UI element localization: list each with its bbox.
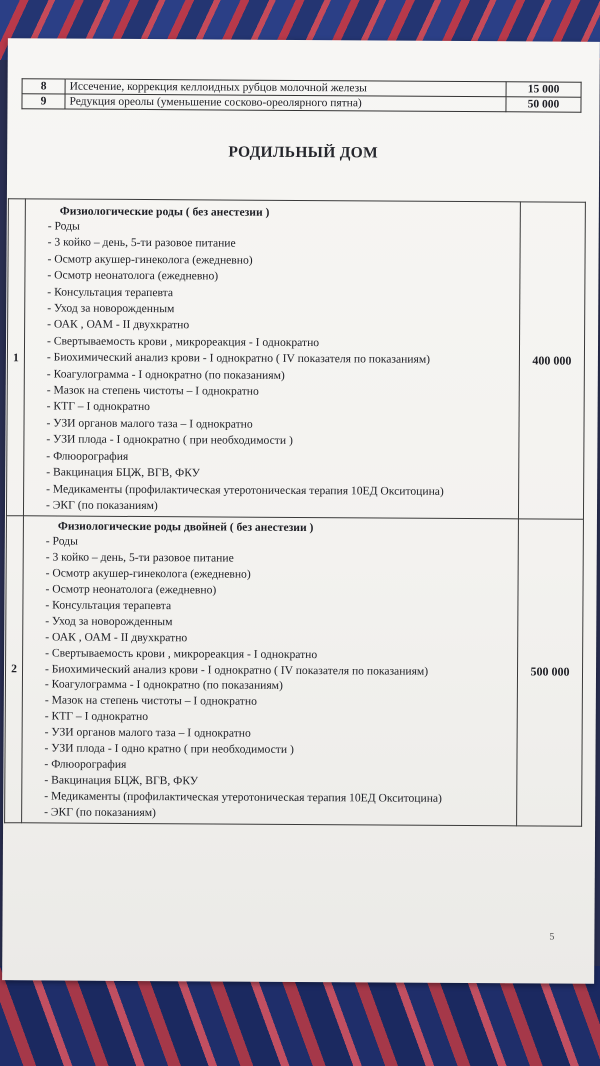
list-item: - УЗИ органов малого таза – I однократно — [44, 725, 251, 740]
list-item: - 3 койко – день, 5-ти разовое питание — [45, 550, 234, 565]
list-item: - Мазок на степень чистоты – I однократно — [44, 693, 257, 709]
list-item: - Свертываемость крови , микрореакция - I однократно — [46, 334, 320, 349]
list-item: - Коагулограмма - I однократно (по показаниям) — [46, 367, 285, 382]
list-item: - Консультация терапевта — [45, 598, 172, 613]
document-page — [2, 38, 600, 984]
package-description — [23, 199, 520, 519]
section-title: РОДИЛЬНЫЙ ДОМ — [228, 143, 379, 162]
list-item: - 3 койко – день, 5-ти разовое питание — [47, 235, 236, 251]
list-item: - ОАК , ОАМ - II двухкратно — [45, 630, 188, 645]
list-item: - Флюорография — [46, 449, 129, 463]
list-item: - Осмотр акушер-гинеколога (ежедневно) — [45, 566, 251, 581]
list-item: - Коагулограмма - I однократно (по показаниям) — [44, 677, 283, 693]
package-price: 400 000 — [518, 202, 585, 520]
list-item: - Мазок на степень чистоты – I однократно — [46, 383, 259, 398]
list-item: - Биохимический анализ крови - I однократно ( IV показателя по показаниям) — [44, 662, 429, 678]
list-item: - Медикаменты (профилактическая утеротоническая терапия 10ЕД Окситоцина) — [44, 789, 442, 805]
list-item: - Медикаменты (профилактическая утеротоническая терапия 10ЕД Окситоцина) — [46, 481, 444, 498]
list-item: - Роды — [47, 219, 80, 233]
list-item: - УЗИ плода - I одно кратно ( при необходимости ) — [44, 741, 294, 757]
list-item: - КТГ – I однократно — [44, 709, 149, 724]
list-item: - УЗИ органов малого таза – I однократно — [46, 416, 253, 431]
list-item: - Флюорография — [44, 757, 127, 771]
list-item: - ОАК , ОАМ - II двухкратно — [47, 317, 190, 332]
list-item: - Уход за новорожденным — [45, 614, 173, 629]
service-name: Иссечение, коррекция келлоидных рубцов молочной железы — [65, 79, 506, 97]
row-number: 2 — [5, 516, 24, 822]
maternity-price-table — [4, 198, 586, 826]
list-item: - Биохимический анализ крови - I однократно ( IV показателя по показаниям) — [46, 350, 431, 367]
list-item: - Роды — [45, 534, 78, 548]
package-title: Физиологические роды ( без анестезии ) — [59, 204, 270, 219]
price-table-top — [21, 78, 581, 112]
list-item: - Уход за новорожденным — [47, 301, 175, 316]
list-item: - УЗИ плода - I однократно ( при необходимости ) — [46, 432, 293, 448]
table-row — [5, 516, 584, 826]
list-item: - Осмотр неонатолога (ежедневно) — [45, 582, 217, 597]
package-items — [44, 534, 514, 823]
row-number: 9 — [22, 94, 65, 109]
list-item: - Вакцинация БЦЖ, ВГВ, ФКУ — [46, 465, 201, 480]
list-item: - КТГ – I однократно — [46, 399, 151, 414]
package-items — [46, 218, 516, 516]
list-item: - Консультация терапевта — [47, 285, 174, 299]
list-item: - Свертываемость крови , микрореакция - I однократно — [45, 646, 318, 661]
list-item: - Вакцинация БЦЖ, ВГВ, ФКУ — [44, 773, 199, 788]
service-price: 15 000 — [506, 82, 581, 97]
page-number: 5 — [549, 931, 555, 943]
package-description — [22, 516, 519, 825]
service-price: 50 000 — [506, 97, 581, 112]
row-number: 8 — [22, 79, 65, 94]
package-price: 500 000 — [517, 519, 584, 826]
service-name: Редукция ореолы (уменьшение сосково-ореолярного пятна) — [65, 94, 506, 112]
row-number: 1 — [6, 199, 25, 516]
list-item: - ЭКГ (по показаниям) — [45, 498, 158, 513]
package-title: Физиологические роды двойней ( без анестезии ) — [57, 519, 314, 535]
list-item: - ЭКГ (по показаниям) — [44, 805, 156, 819]
list-item: - Осмотр акушер-гинеколога (ежедневно) — [47, 252, 253, 267]
table-row — [22, 94, 581, 112]
list-item: - Осмотр неонатолога (ежедневно) — [47, 268, 219, 283]
table-row — [6, 199, 585, 520]
